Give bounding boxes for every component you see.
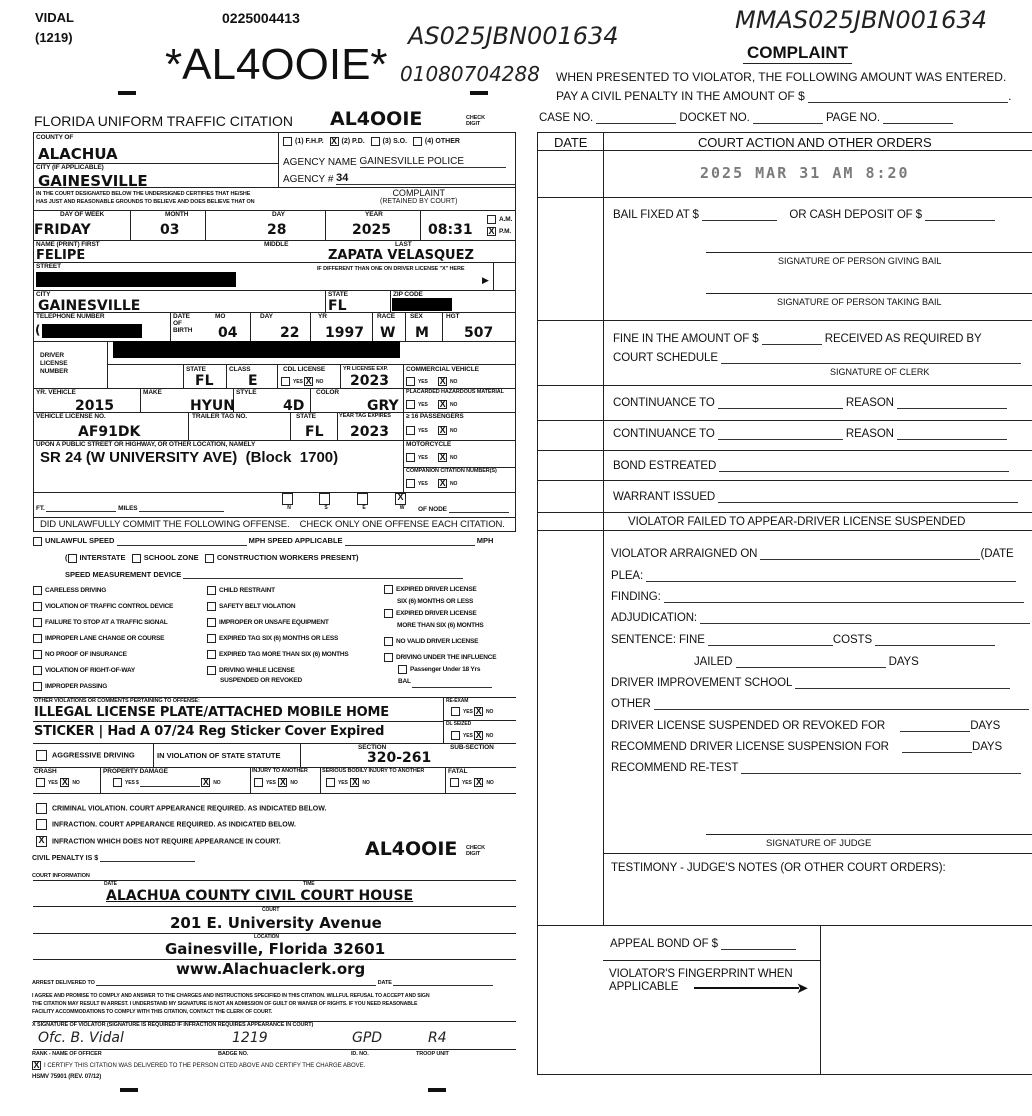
pm-checkbox[interactable]: XP.M. [487,227,511,236]
corner-mark [120,1088,138,1102]
offense-checkbox[interactable]: IMPROPER LANE CHANGE OR COURSE [33,634,173,650]
officer-name: VIDAL [35,10,74,25]
clerk-date-stamp: 2025 MAR 31 AM 8:20 [700,164,910,182]
offense-expired-dl-6-less[interactable]: EXPIRED DRIVER LICENSE SIX (6) MONTHS OR LESS [384,584,496,608]
other: OTHER [611,698,1029,710]
form-number: HSMV 75901 (REV. 07/12) [32,1074,102,1080]
passenger-under-18[interactable]: Passenger Under 18 Yrs [398,664,496,676]
cdl-label: CDL LICENSE [283,366,326,373]
redacted-zip [392,298,452,311]
court-info-label: COURT INFORMATION [32,873,90,879]
jailed: JAILED DAYS [694,656,919,668]
plea: PLEA: [611,570,1016,582]
fatal-label: FATAL [448,768,468,775]
complaint-title: COMPLAINT [743,43,852,64]
passengers-label: ≥ 16 PASSENGERS [406,413,464,420]
motorcycle-label: MOTORCYCLE [406,441,452,448]
action-header: COURT ACTION AND OTHER ORDERS [698,135,932,150]
offense-checkbox[interactable]: VIOLATION OF TRAFFIC CONTROL DEVICE [33,602,173,618]
yr-vehicle-label: YR. VEHICLE [36,389,76,396]
arrest-delivered: ARREST DELIVERED TO DATE [32,980,493,986]
city-label: CITY (IF APPLICABLE) [36,164,104,171]
rank-label: RANK - NAME OF OFFICER [32,1051,102,1057]
yr-exp-label: YR LICENSE EXP. [343,366,388,372]
check-digit-label-bottom: CHECK DIGIT [466,845,486,857]
vlic-value: AF91DK [78,424,141,440]
county-label: COUNTY OF [36,134,74,141]
motorcycle-options[interactable]: YES X NO [406,453,457,462]
finding: FINDING: [611,591,1024,603]
offense-checkbox[interactable]: FAILURE TO STOP AT A TRAFFIC SIGNAL [33,618,173,634]
interstate-checkbox[interactable]: INTERSTATE [68,553,126,562]
sex-value: M [415,325,429,341]
last-label: LAST [395,241,412,248]
driver-improvement-school: DRIVER IMPROVEMENT SCHOOL [611,677,1010,689]
check-digit-label: CHECK DIGIT [466,115,486,127]
other-violations-line-2: STICKER | Had A 07/24 Reg Sticker Cover Expired [34,724,385,739]
phone-label: TELEPHONE NUMBER [36,313,105,320]
court-label: COURT [262,907,280,913]
property-label: PROPERTY DAMAGE [103,768,168,775]
offense-checkbox[interactable]: CARELESS DRIVING [33,586,173,602]
placarded-label: PLACARDED HAZARDOUS MATERIAL [406,389,504,395]
city-value: GAINESVILLE [38,172,148,190]
fine-amount: FINE IN THE AMOUNT OF $ RECEIVED AS REQUIRED BY [613,333,982,345]
failed-to-appear: VIOLATOR FAILED TO APPEAR-DRIVER LICENSE SUSPENDED [628,516,966,528]
arrow-right-icon: ➤ [796,980,809,997]
certify-text-1: IN THE COURT DESIGNATED BELOW THE UNDERSIGNED CERTIFIES THAT HE/SHE [36,191,251,197]
infraction-not-required-checkbox[interactable]: X INFRACTION WHICH DOES NOT REQUIRE APPEARANCE IN COURT. [36,836,281,847]
sig-judge: SIGNATURE OF JUDGE [766,838,872,849]
sig-giving-bail: SIGNATURE OF PERSON GIVING BAIL [778,256,942,266]
troop-handwritten: R4 [428,1030,447,1046]
vstate-value: FL [305,424,324,440]
criminal-violation-checkbox[interactable]: CRIMINAL VIOLATION. COURT APPEARANCE REQUIRED. AS INDICATED BELOW. [36,803,326,814]
court-action-form [537,132,1032,1075]
dow-value: FRIDAY [34,222,91,238]
sig-taking-bail: SIGNATURE OF PERSON TAKING BAIL [777,297,942,307]
certify-delivered-checkbox[interactable]: XI CERTIFY THIS CITATION WAS DELIVERED TO THE PERSON CITED ABOVE AND CERTIFY THE CHARGE ABOVE. [32,1061,365,1070]
dob-day-label: DAY [260,313,273,320]
day-label: DAY [272,211,285,218]
last-name: ZAPATA VELASQUEZ [328,248,474,263]
injury-options[interactable]: YES X NO [254,778,298,787]
speed-zone-options: ( INTERSTATE SCHOOL ZONE CONSTRUCTION WORKERS PRESENT) [65,553,359,562]
crash-options[interactable]: YES X NO [36,778,80,787]
agency-so[interactable]: (3) S.O. [371,138,408,145]
school-zone-checkbox[interactable]: SCHOOL ZONE [132,553,199,562]
offense-column-1 [33,586,173,698]
first-name: FELIPE [36,248,86,263]
dob-label: DATE OF BIRTH [173,313,193,334]
dl-state: FL [195,373,214,389]
race-value: W [380,325,396,341]
offense-expired-dl-6-more[interactable]: EXPIRED DRIVER LICENSE MORE THAN SIX (6) MONTHS [384,608,496,632]
continuance-1: CONTINUANCE TO REASON [613,397,1007,409]
cdl-options[interactable]: YES X NO [281,377,323,386]
recommend-suspension: RECOMMEND DRIVER LICENSE SUSPENSION FOR DAYS [611,741,1003,753]
agreement-text: I AGREE AND PROMISE TO COMPLY AND ANSWER TO THE CHARGES AND INSTRUCTIONS SPECIFIED IN THIS CITATION. WILLFUL REFUSAL TO ACCEPT AND SIGN THE CITATION MAY RESULT IN ARREST. I UNDERSTAND MY SIGNATURE IS NOT AN ADMISSION OF GUILT OR WAIVER OF RIGHTS. IF YOU NEED REASONABLE FACILITY ACCOMMODATIONS TO COMPLY WITH THIS CITATION, CONTACT THE CLERK OF COURT. [32,993,430,1015]
year-label: YEAR [365,211,383,218]
corner-mark [470,91,488,105]
state-value: FL [328,298,347,314]
court-website[interactable]: www.Alachuaclerk.org [176,960,366,978]
offense-checkbox[interactable]: CHILD RESTRAINT [207,586,349,602]
dob-mo-label: MO [215,313,226,320]
offense-checkbox[interactable]: NO PROOF OF INSURANCE [33,650,173,666]
other-violations-line-1: ILLEGAL LICENSE PLATE/ATTACHED MOBILE HOME [34,705,389,720]
court-location-label: LOCATION [254,934,279,940]
citation-number: AL4OOIE [330,108,423,130]
bail-fixed: BAIL FIXED AT $ OR CASH DEPOSIT OF $ [613,209,995,221]
dob-month: 04 [218,325,238,341]
passengers-options[interactable]: YES X NO [406,426,457,435]
month-label: MONTH [165,211,189,218]
offense-checkbox[interactable]: DRIVING WHILE LICENSE [207,666,349,682]
color-label: COLOR [316,389,339,396]
violator-signature-label: X SIGNATURE OF VIOLATOR (SIGNATURE IS REQUIRED IF INFRACTION REQUIRES APPEARANCE IN COURT) [32,1022,314,1028]
yr-exp-value: 2023 [350,373,389,389]
section-label: SECTION [358,744,387,751]
dl-class: E [248,373,258,389]
agency-other[interactable]: (4) OTHER [413,138,460,145]
officer-badge: (1219) [35,30,73,45]
agency-fhp[interactable]: (1) F.H.P. [283,138,324,145]
dl-label: DRIVER LICENSE NUMBER [40,352,68,375]
agency-type-options [283,137,460,146]
name-label: NAME (PRINT) FIRST [36,241,100,248]
fingerprint-label: VIOLATOR'S FINGERPRINT WHEN APPLICABLE [609,968,793,993]
presented-text: WHEN PRESENTED TO VIOLATOR, THE FOLLOWING AMOUNT WAS ENTERED. [556,70,1007,84]
dir-n[interactable]: N [282,493,296,511]
arrow-right-icon: ▶ [482,275,489,285]
warrant-issued: WARRANT ISSUED [613,491,1018,503]
redacted-phone [42,324,142,338]
county-value: ALACHUA [38,145,118,163]
sig-clerk: SIGNATURE OF CLERK [830,367,930,377]
dir-w[interactable]: X W [395,493,409,511]
city2-value: GAINESVILLE [38,298,141,314]
dow-label: DAY OF WEEK [60,211,105,218]
complaint-retained: COMPLAINT (RETAINED BY COURT) [380,188,458,205]
month-value: 03 [160,222,180,238]
dl-state-label: STATE [186,366,206,373]
handwritten-number: 01080704288 [400,62,540,86]
vstate-label: STATE [296,413,316,420]
style-value: 4D [283,398,305,414]
agency-pd[interactable]: X (2) P.D. [330,138,365,145]
am-checkbox[interactable]: A.M. [487,215,512,224]
citation-title: FLORIDA UNIFORM TRAFFIC CITATION [34,113,293,129]
troop-label: TROOP UNIT [416,1051,449,1057]
citation-number-bottom: AL4OOIE [365,838,458,860]
placarded-options[interactable]: YES X NO [406,400,457,409]
other-violations-label: OTHER VIOLATIONS OR COMMENTS PERTAINING TO OFFENSE: [34,698,200,704]
offense-column-2 [207,586,349,693]
make-value: HYUN [190,398,235,414]
court-schedule: COURT SCHEDULE [613,352,1021,364]
offense-dui[interactable]: DRIVING UNDER THE INFLUENCE [384,652,496,664]
class-label: CLASS [229,366,251,373]
dir-e[interactable]: E [357,493,371,511]
race-label: RACE [377,313,396,320]
offense-checkbox[interactable]: IMPROPER PASSING [33,682,173,698]
make-label: MAKE [143,389,162,396]
court-date-label: DATE [104,881,117,887]
agency-name-value: GAINESVILLE POLICE [360,156,506,168]
court-time-label: TIME [303,881,315,887]
year-value: 2025 [352,222,391,238]
reexam-options[interactable]: YES X NO [451,707,493,716]
diff-address-label: IF DIFFERENT THAN ONE ON DRIVER LICENSE "X" HERE [317,266,465,272]
reexam-label: RE-EXAM [446,698,469,704]
agency-number-value: 34 [336,172,516,185]
dir-s[interactable]: S [319,493,333,511]
badge-label: BADGE NO. [218,1051,249,1057]
zip-label: ZIP CODE [393,291,423,298]
offense-banner: DID UNLAWFULLY COMMIT THE FOLLOWING OFFENSE. CHECK ONLY ONE OFFENSE EACH CITATION. [40,519,505,530]
crash-label: CRASH [34,768,57,775]
subsection-label: SUB-SECTION [450,744,494,751]
sex-label: SEX [410,313,423,320]
day-value: 28 [267,222,287,238]
certify-text-2: HAS JUST AND REASONABLE GROUNDS TO BELIEVE AND DOES BELIEVE THAT ON [36,199,255,205]
location-value: SR 24 (W UNIVERSITY AVE) (Block 1700) [40,449,339,466]
statute-label: IN VIOLATION OF STATE STATUTE [157,751,281,760]
civil-penalty: CIVIL PENALTY IS $ [32,855,195,862]
arraigned-on: VIOLATOR ARRAIGNED ON (DATE [611,548,1014,560]
of-node: OF NODE [418,506,509,513]
agency-number-field: AGENCY # 34 [283,172,516,185]
redacted-street [36,272,236,287]
redacted-dl-number [113,341,400,358]
commercial-label: COMMERCIAL VEHICLE [406,366,479,373]
state-label: STATE [328,291,348,298]
offense-checkbox[interactable]: IMPROPER OR UNSAFE EQUIPMENT [207,618,349,634]
bal-field: BAL [398,676,496,688]
construction-checkbox[interactable]: CONSTRUCTION WORKERS PRESENT) [205,553,359,562]
id-handwritten: GPD [352,1030,383,1046]
hgt-label: HGT [446,313,460,320]
middle-label: MIDDLE [264,241,289,248]
section-value: 320-261 [367,750,432,766]
dl-suspended-for: DRIVER LICENSE SUSPENDED OR REVOKED FOR DAYS [611,720,1001,732]
injury-label: INJURY TO ANOTHER [252,768,308,774]
corner-mark [118,91,136,105]
adjudication: ADJUDICATION: [611,612,1030,624]
street-label: STREET [36,263,62,270]
color-value: GRY [367,398,399,414]
serious-injury-options[interactable]: YES X NO [326,778,370,787]
dob-year: 1997 [325,325,364,341]
fatal-options[interactable]: YES X NO [450,778,494,787]
continuance-2: CONTINUANCE TO REASON [613,428,1007,440]
barcode-text: *AL4OOIE* [165,40,388,89]
pay-penalty: PAY A CIVIL PENALTY IN THE AMOUNT OF $ . [556,89,1012,103]
corner-mark [428,1088,446,1102]
dl-seized-options[interactable]: YES X NO [451,731,493,740]
property-options[interactable]: YES $ X NO [113,778,221,787]
trailer-label: TRAILER TAG NO. [192,413,248,420]
appeal-bond: APPEAL BOND OF $ [610,938,796,950]
speed-device: SPEED MEASUREMENT DEVICE [65,570,463,579]
companion-options[interactable]: YES X NO [406,479,457,488]
aggressive-driving-checkbox[interactable]: AGGRESSIVE DRIVING [36,750,135,761]
court-address: 201 E. University Avenue [170,914,382,932]
yr-vehicle: 2015 [75,398,114,414]
agency-name-field: AGENCY NAME GAINESVILLE POLICE [283,156,506,168]
offense-checkbox[interactable]: EXPIRED TAG MORE THAN SIX (6) MONTHS [207,650,349,666]
officer-signature: Ofc. B. Vidal [38,1030,124,1046]
dob-day: 22 [280,325,300,341]
arrow-line [694,987,799,989]
court-city: Gainesville, Florida 32601 [165,940,386,958]
offense-no-valid-dl[interactable]: NO VALID DRIVER LICENSE [384,636,496,648]
citation-serial: 0225004413 [222,10,300,26]
location-label: UPON A PUBLIC STREET OR HIGHWAY, OR OTHER LOCATION, NAMELY [36,441,256,448]
dob-yr-label: YR [318,313,327,320]
offense-column-3 [384,584,496,688]
court-name: ALACHUA COUNTY CIVIL COURT HOUSE [106,888,414,904]
badge-handwritten: 1219 [232,1030,268,1046]
dl-seized-label: DL SEIZED [446,721,472,727]
handwritten-case-number-right: MMAS025JBN001634 [735,6,987,34]
commercial-options[interactable]: YES X NO [406,377,457,386]
tag-exp-value: 2023 [350,424,389,440]
time-value: 08:31 [428,222,473,238]
offense-checkbox[interactable]: SAFETY BELT VIOLATION [207,602,349,618]
hgt-value: 507 [464,325,494,341]
city2-label: CITY [36,291,51,298]
companion-label: COMPANION CITATION NUMBER(S) [406,468,497,474]
sentence: SENTENCE: FINE COSTS [611,634,995,646]
tag-exp-label: YEAR TAG EXPIRES [339,413,391,419]
unlawful-speed[interactable]: UNLAWFUL SPEED MPH SPEED APPLICABLE MPH [33,536,493,546]
offense-checkbox[interactable]: EXPIRED TAG SIX (6) MONTHS OR LESS [207,634,349,650]
recommend-retest: RECOMMEND RE-TEST [611,762,1021,774]
vlic-label: VEHICLE LICENSE NO. [36,413,106,420]
id-label: ID. NO. [351,1051,369,1057]
date-header: DATE [554,135,588,150]
phone-prefix: ( [35,323,41,337]
style-label: STYLE [236,389,257,396]
serious-injury-label: SERIOUS BODILY INJURY TO ANOTHER [322,768,425,774]
offense-label-continued: SUSPENDED OR REVOKED [220,677,302,684]
offense-checkbox[interactable]: VIOLATION OF RIGHT-OF-WAY [33,666,173,682]
testimony-label: TESTIMONY - JUDGE'S NOTES (OR OTHER COURT ORDERS): [611,862,946,874]
ft-miles: FT. MILES [36,505,224,512]
case-docket-page: CASE NO. DOCKET NO. PAGE NO. [539,112,953,124]
bond-estreated: BOND ESTREATED [613,460,1009,472]
handwritten-case-number: AS025JBN001634 [408,22,619,50]
infraction-required-checkbox[interactable]: INFRACTION. COURT APPEARANCE REQUIRED. AS INDICATED BELOW. [36,819,296,830]
